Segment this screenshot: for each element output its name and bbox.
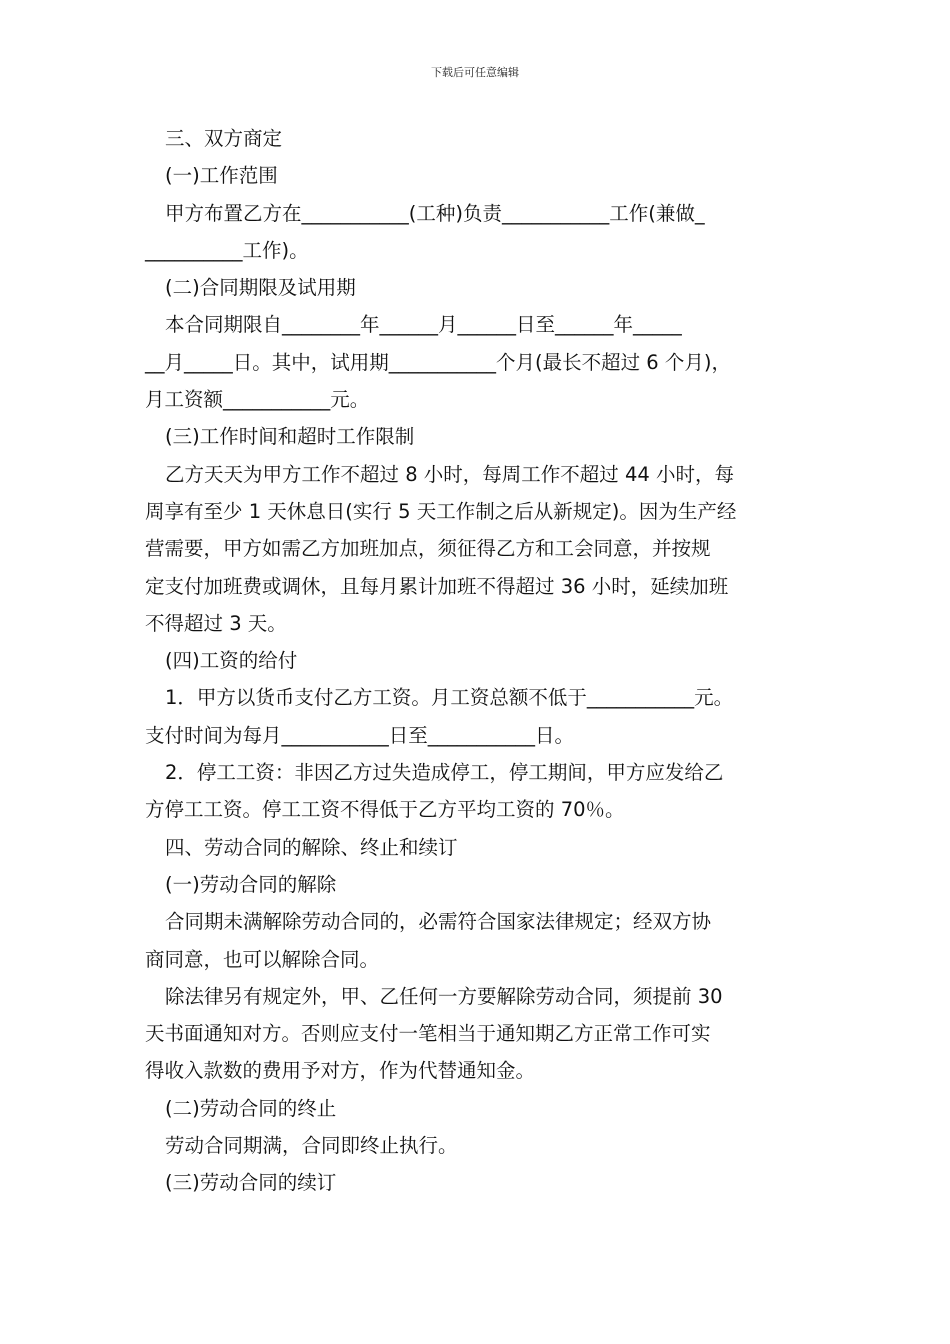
paragraph-line: 得收入款数的费用予对方，作为代替通知金。 (145, 1059, 536, 1083)
paragraph-line: 甲方布置乙方在___________(工种)负责___________工作(兼做_ (165, 201, 705, 225)
paragraph-line: 除法律另有规定外，甲、乙任何一方要解除劳动合同，须提前 30 (165, 984, 723, 1008)
paragraph-line: 月工资额___________元。 (145, 388, 370, 412)
paragraph-line: __月_____日。其中，试用期___________个月(最长不超过 6 个月)， (145, 350, 732, 374)
subsection-heading: (一)工作范围 (165, 164, 278, 188)
paragraph-line: 方停工工资。停工工资不得低于乙方平均工资的 70％。 (145, 798, 625, 822)
subsection-heading: (二)劳动合同的终止 (165, 1096, 337, 1120)
document-body (145, 120, 817, 1202)
paragraph-line: __________工作)。 (145, 238, 309, 262)
page-header: 下载后可任意编辑 (431, 66, 519, 79)
paragraph-line: 营需要，甲方如需乙方加班加点，须征得乙方和工会同意，并按规 (145, 537, 711, 561)
subsection-heading: (三)工作时间和超时工作限制 (165, 425, 415, 449)
paragraph-line: 支付时间为每月___________日至___________日。 (145, 723, 575, 747)
paragraph-line: 本合同期限自________年______月______日至______年_____ (165, 313, 682, 337)
paragraph-line: 不得超过 3 天。 (145, 611, 287, 635)
paragraph-line: 合同期未满解除劳动合同的，必需符合国家法律规定；经双方协 (165, 910, 712, 934)
section-heading: 四、劳动合同的解除、终止和续订 (165, 835, 458, 859)
subsection-heading: (四)工资的给付 (165, 649, 298, 673)
paragraph-line: 劳动合同期满，合同即终止执行。 (165, 1134, 458, 1158)
paragraph-line: 定支付加班费或调休，且每月累计加班不得超过 36 小时，延续加班 (145, 574, 729, 598)
paragraph-line: 天书面通知对方。否则应支付一笔相当于通知期乙方正常工作可实 (145, 1022, 711, 1046)
subsection-heading: (三)劳动合同的续订 (165, 1171, 337, 1195)
paragraph-line: 乙方天天为甲方工作不超过 8 小时，每周工作不超过 44 小时，每 (165, 462, 735, 486)
paragraph-line: 2．停工工资：非因乙方过失造成停工，停工期间，甲方应发给乙 (165, 761, 724, 785)
section-heading: 三、双方商定 (165, 127, 283, 150)
paragraph-line: 周享有至少 1 天休息日(实行 5 天工作制之后从新规定)。因为生产经 (145, 499, 737, 523)
subsection-heading: (二)合同期限及试用期 (165, 276, 356, 300)
subsection-heading: (一)劳动合同的解除 (165, 872, 337, 896)
paragraph-line: 1．甲方以货币支付乙方工资。月工资总额不低于___________元。 (165, 686, 734, 710)
paragraph-line: 商同意，也可以解除合同。 (145, 947, 380, 971)
